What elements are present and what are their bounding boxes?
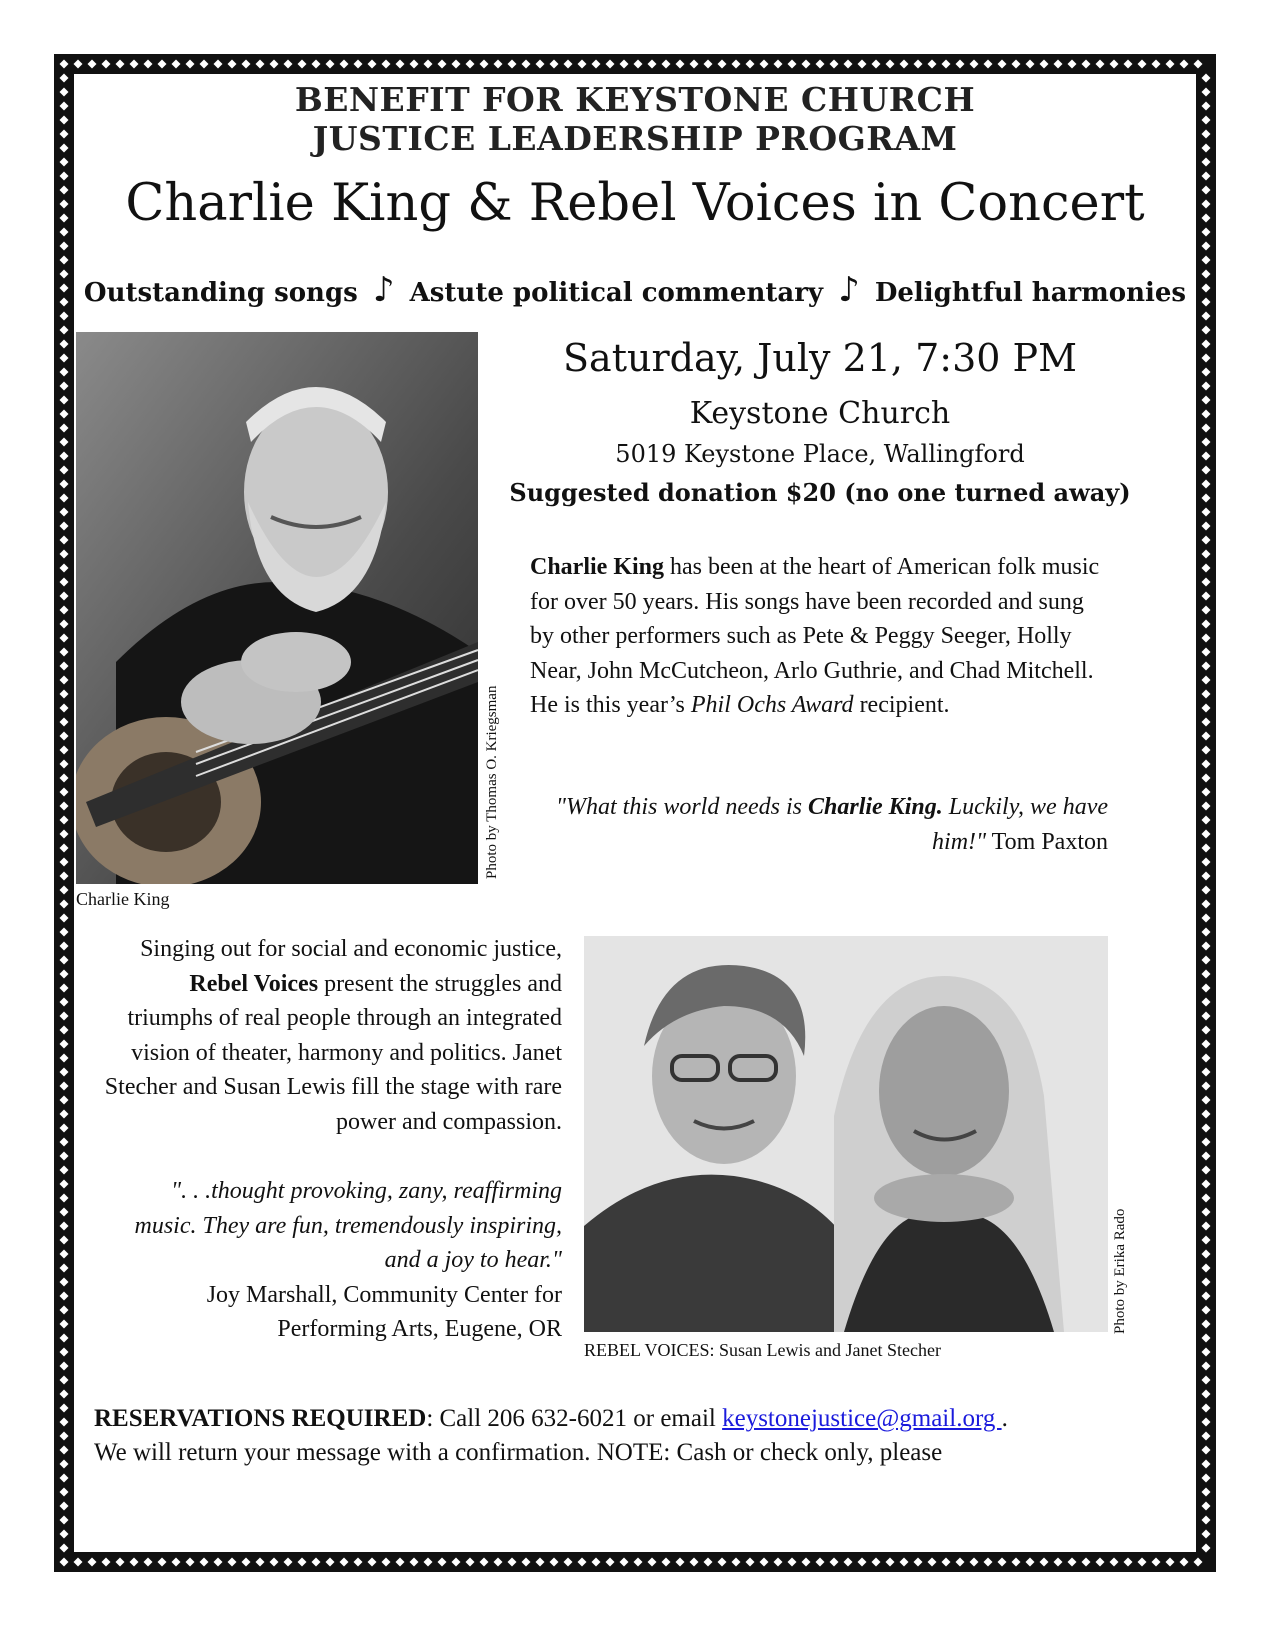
reservations-period: . [1001, 1405, 1008, 1432]
reservations-note: We will return your message with a confirmation. NOTE: Cash or check only, please [94, 1439, 943, 1466]
rebel-bio-text-1: Singing out for social and economic justice, [140, 936, 562, 962]
tagline-item-commentary: Astute political commentary [409, 278, 824, 308]
rebel-voices-photo [584, 936, 1108, 1332]
charlie-quote-part1: "What this world needs is [555, 794, 808, 820]
charlie-bio-award: Phil Ochs Award [690, 692, 854, 718]
event-donation: Suggested donation $20 (no one turned away) [509, 478, 1131, 507]
music-note-icon: ♪ [372, 270, 395, 310]
rebel-bio-text-2: present the struggles and triumphs of real people through an integrated vision of theater, harmony and politics. Janet Stecher and Susan Lewis fill the stage with rare power and compassion. [104, 970, 562, 1135]
rebel-photo-credit: Photo by Erika Rado [1112, 1208, 1128, 1334]
rebel-bio-name: Rebel Voices [189, 970, 319, 997]
charlie-king-photo [76, 332, 478, 884]
tagline-item-songs: Outstanding songs [83, 278, 358, 308]
rebel-quote-text: ". . .thought provoking, zany, reaffirming music. They are fun, tremendously inspiring, and a joy to hear." [134, 1178, 562, 1273]
tagline [74, 270, 1196, 310]
reservations-email-link[interactable]: keystonejustice@gmail.org [722, 1405, 1002, 1432]
flyer-content [74, 74, 1196, 1552]
event-address: 5019 Keystone Place, Wallingford [615, 440, 1025, 468]
charlie-quote-author: Tom Paxton [986, 828, 1108, 855]
rebel-voices-quote [104, 1174, 562, 1347]
charlie-quote-part2: Luckily, we have him!" [932, 794, 1108, 855]
rebel-quote-author: Joy Marshall, Community Center for Performing Arts, Eugene, OR [206, 1281, 562, 1342]
rebel-photo-caption: REBEL VOICES: Susan Lewis and Janet Stecher [584, 1340, 941, 1360]
charlie-photo-credit: Photo by Thomas O. Kriegsman [484, 685, 500, 879]
charlie-bio-text-2: recipient. [853, 692, 950, 718]
concert-title: Charlie King & Rebel Voices in Concert [125, 174, 1145, 233]
charlie-photo-caption: Charlie King [76, 889, 170, 909]
reservations-info [94, 1402, 1184, 1470]
event-venue: Keystone Church [689, 396, 951, 431]
event-datetime: Saturday, July 21, 7:30 PM [563, 336, 1077, 380]
rebel-voices-bio [104, 932, 562, 1139]
music-note-icon: ♪ [838, 270, 860, 310]
charlie-bio [530, 550, 1110, 723]
charlie-quote-name: Charlie King. [808, 794, 943, 820]
charlie-bio-name: Charlie King [530, 554, 665, 580]
charlie-quote [530, 790, 1108, 859]
tagline-item-harmonies: Delightful harmonies [874, 278, 1187, 308]
benefit-heading-line2: JUSTICE LEADERSHIP PROGRAM [312, 119, 958, 158]
reservations-call: : Call 206 632-6021 or email [426, 1405, 723, 1432]
reservations-required: RESERVATIONS REQUIRED [94, 1405, 427, 1432]
charlie-bio-text-1: has been at the heart of American folk music for over 50 years. His songs have been recorded and sung by other performers such as Pete & Peggy Seeger, Holly Near, John McCutcheon, Arlo Guthrie, and Chad Mitchell. He is this year’s [530, 554, 1100, 718]
benefit-heading-line1: BENEFIT FOR KEYSTONE CHURCH [294, 80, 976, 119]
